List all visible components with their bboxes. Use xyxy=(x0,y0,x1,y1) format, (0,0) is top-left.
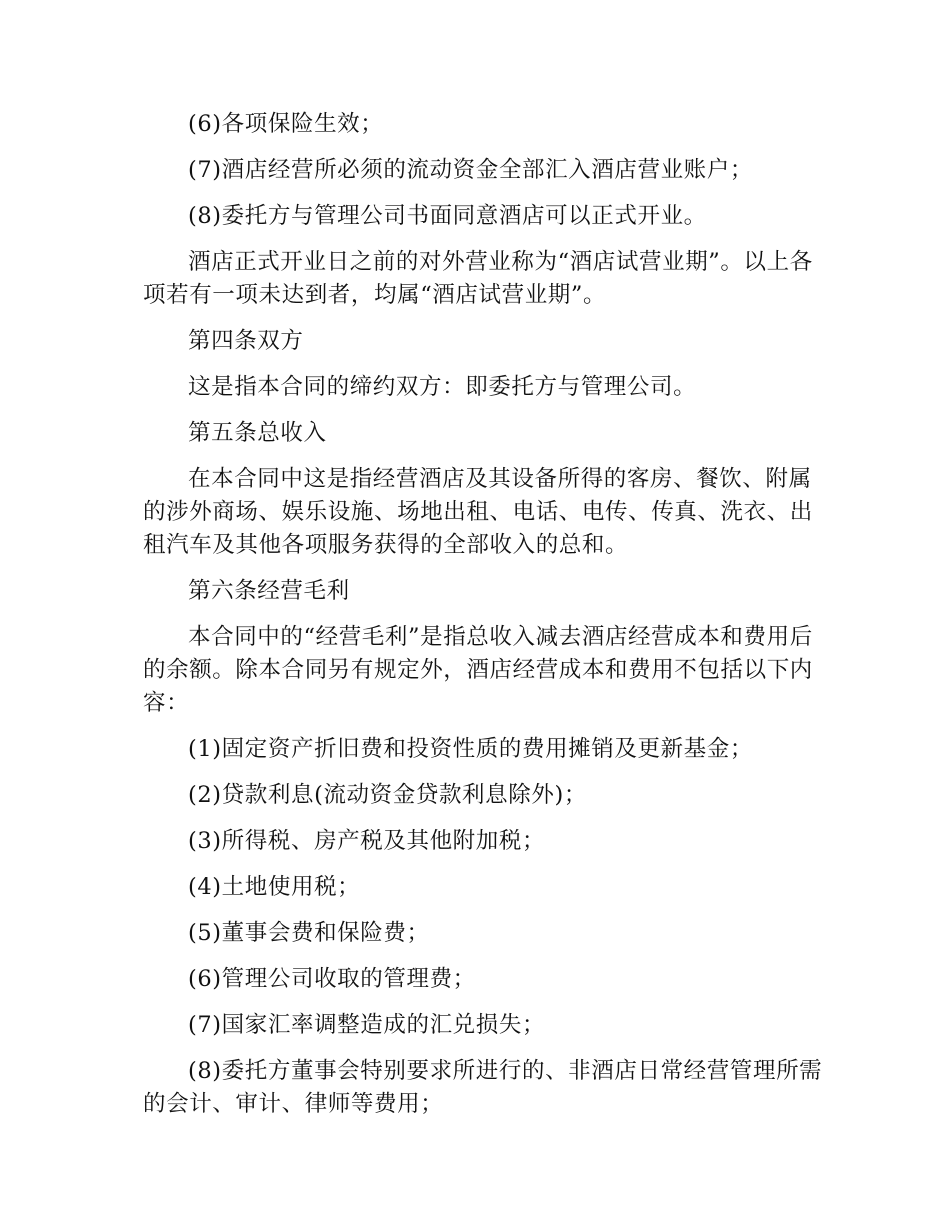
list-item-taxes: (3)所得税、房产税及其他附加税； xyxy=(188,828,546,854)
paragraph-trial-operation: 酒店正式开业日之前的对外营业称为“酒店试营业期”。以上各项若有一项未达到者，均属“酒店试营业期”。 xyxy=(143,249,813,308)
paragraph-total-revenue-definition: 在本合同中这是指经营酒店及其设备所得的客房、餐饮、附属的涉外商场、娱乐设施、场地出租、电话、电传、传真、洗衣、出租汽车及其他各项服务获得的全部收入的总和。 xyxy=(143,466,813,558)
list-item-working-capital: (7)酒店经营所必须的流动资金全部汇入酒店营业账户； xyxy=(188,157,753,183)
article-heading-total-revenue: 第五条总收入 xyxy=(188,420,327,446)
paragraph-parties-definition: 这是指本合同的缔约双方：即委托方与管理公司。 xyxy=(188,374,697,400)
article-heading-gross-operating-profit: 第六条经营毛利 xyxy=(188,578,350,604)
list-item-board-and-insurance-fees: (5)董事会费和保险费； xyxy=(188,920,430,946)
list-item-loan-interest: (2)贷款利息(流动资金贷款利息除外)； xyxy=(188,782,587,808)
article-heading-parties: 第四条双方 xyxy=(188,328,304,354)
list-item-depreciation: (1)固定资产折旧费和投资性质的费用摊销及更新基金； xyxy=(188,736,753,762)
list-item-exchange-loss: (7)国家汇率调整造成的汇兑损失； xyxy=(188,1012,546,1038)
list-item-written-consent: (8)委托方与管理公司书面同意酒店可以正式开业。 xyxy=(188,203,707,229)
document-body xyxy=(143,108,823,1132)
paragraph-gross-operating-profit-definition: 本合同中的“经营毛利”是指总收入减去酒店经营成本和费用后的余额。除本合同另有规定外，酒店经营成本和费用不包括以下内容： xyxy=(143,624,813,716)
list-item-land-use-tax: (4)土地使用税； xyxy=(188,874,361,900)
list-item-insurance: (6)各项保险生效； xyxy=(188,111,384,137)
list-item-special-professional-fees: (8)委托方董事会特别要求所进行的、非酒店日常经营管理所需的会计、审计、律师等费用； xyxy=(143,1058,823,1117)
list-item-management-fee: (6)管理公司收取的管理费； xyxy=(188,966,476,992)
